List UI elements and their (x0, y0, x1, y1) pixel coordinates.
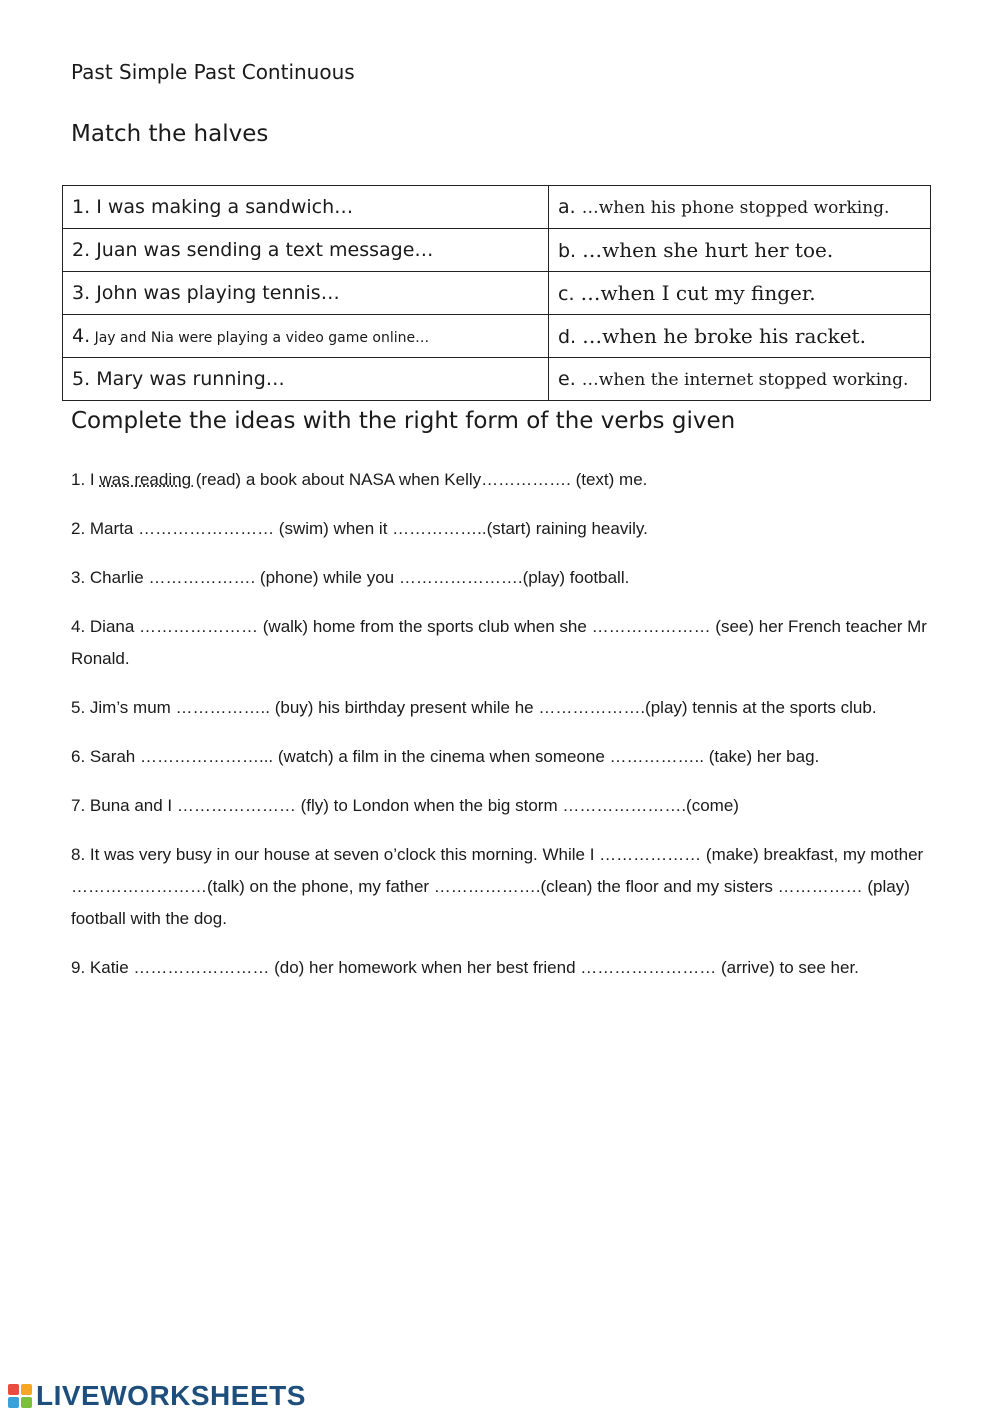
exercise-item: 4. Diana ………………… (walk) home from the sports club when she ………………… (see) her French teacher Mr Ronald. (71, 617, 927, 668)
example-prefix: 1. I (71, 470, 100, 489)
sentence-start (63, 315, 549, 358)
exercise-item: 8. It was very busy in our house at seven o’clock this morning. While I ……………… (make) breakfast, my mother ……………………(talk) on the phone, my father ……………….(clean) the floor and my sisters …………… (play) football with the dog. (71, 845, 924, 928)
match-row (63, 358, 931, 401)
example-rest: (read) a book about NASA when Kelly……………. (text) me. (195, 470, 648, 489)
row-letter: c. (558, 283, 575, 305)
exercise-item: 3. Charlie ………………. (phone) while you ………………….(play) football. (71, 568, 630, 587)
sentence-start (63, 186, 549, 229)
sentence-start (63, 272, 549, 315)
logo-square (21, 1397, 32, 1408)
logo-square (8, 1397, 19, 1408)
logo-icon (8, 1384, 32, 1408)
sentence-ending (549, 272, 931, 315)
logo-square (8, 1384, 19, 1395)
start-text: I was making a sandwich… (96, 196, 354, 218)
section-heading-complete: Complete the ideas with the right form of the verbs given (71, 408, 736, 434)
section-heading-match: Match the halves (71, 121, 269, 147)
ending-text: …when I cut my finger. (580, 281, 816, 305)
row-letter: e. (558, 368, 576, 390)
exercise-item: 7. Buna and I ………………… (fly) to London when the big storm ………………….(come) (71, 796, 739, 815)
sentence-start (63, 358, 549, 401)
row-letter: d. (558, 326, 577, 348)
start-text: Mary was running… (96, 368, 285, 390)
match-table (62, 185, 931, 401)
sentence-ending (549, 358, 931, 401)
sentence-ending (549, 315, 931, 358)
start-text: Juan was sending a text message… (96, 239, 434, 261)
footer-logo[interactable] (8, 1380, 306, 1412)
exercise-item: 5. Jim’s mum …………….. (buy) his birthday present while he ……………….(play) tennis at the sports club. (71, 698, 877, 717)
row-number: 1. (72, 196, 91, 218)
row-number: 3. (72, 282, 91, 304)
start-text: Jay and Nia were playing a video game online… (94, 330, 430, 346)
row-letter: b. (558, 240, 577, 262)
ending-text: …when the internet stopped working. (581, 370, 909, 390)
row-number: 4. (72, 325, 91, 347)
example-answer: was reading (99, 470, 196, 489)
match-row (63, 315, 931, 358)
row-number: 2. (72, 239, 91, 261)
exercise-item: 9. Katie …………………… (do) her homework when her best friend …………………… (arrive) to see her. (71, 958, 859, 977)
row-letter: a. (558, 196, 576, 218)
ending-text: …when his phone stopped working. (581, 198, 890, 218)
row-number: 5. (72, 368, 91, 390)
exercise-item: 2. Marta …………………… (swim) when it ……………..(start) raining heavily. (71, 519, 648, 538)
match-row (63, 186, 931, 229)
sentence-ending (549, 229, 931, 272)
sentence-ending (549, 186, 931, 229)
ending-text: …when she hurt her toe. (582, 238, 834, 262)
exercise-item: 6. Sarah …………………... (watch) a film in the cinema when someone …………….. (take) her bag. (71, 747, 820, 766)
brand-name: LIVEWORKSHEETS (36, 1380, 306, 1411)
match-row (63, 272, 931, 315)
logo-square (21, 1384, 32, 1395)
start-text: John was playing tennis… (96, 282, 340, 304)
exercise-list (71, 464, 941, 1001)
sentence-start (63, 229, 549, 272)
match-row (63, 229, 931, 272)
page-title: Past Simple Past Continuous (71, 60, 355, 84)
ending-text: …when he broke his racket. (582, 324, 866, 348)
exercise-item-example (71, 464, 941, 496)
